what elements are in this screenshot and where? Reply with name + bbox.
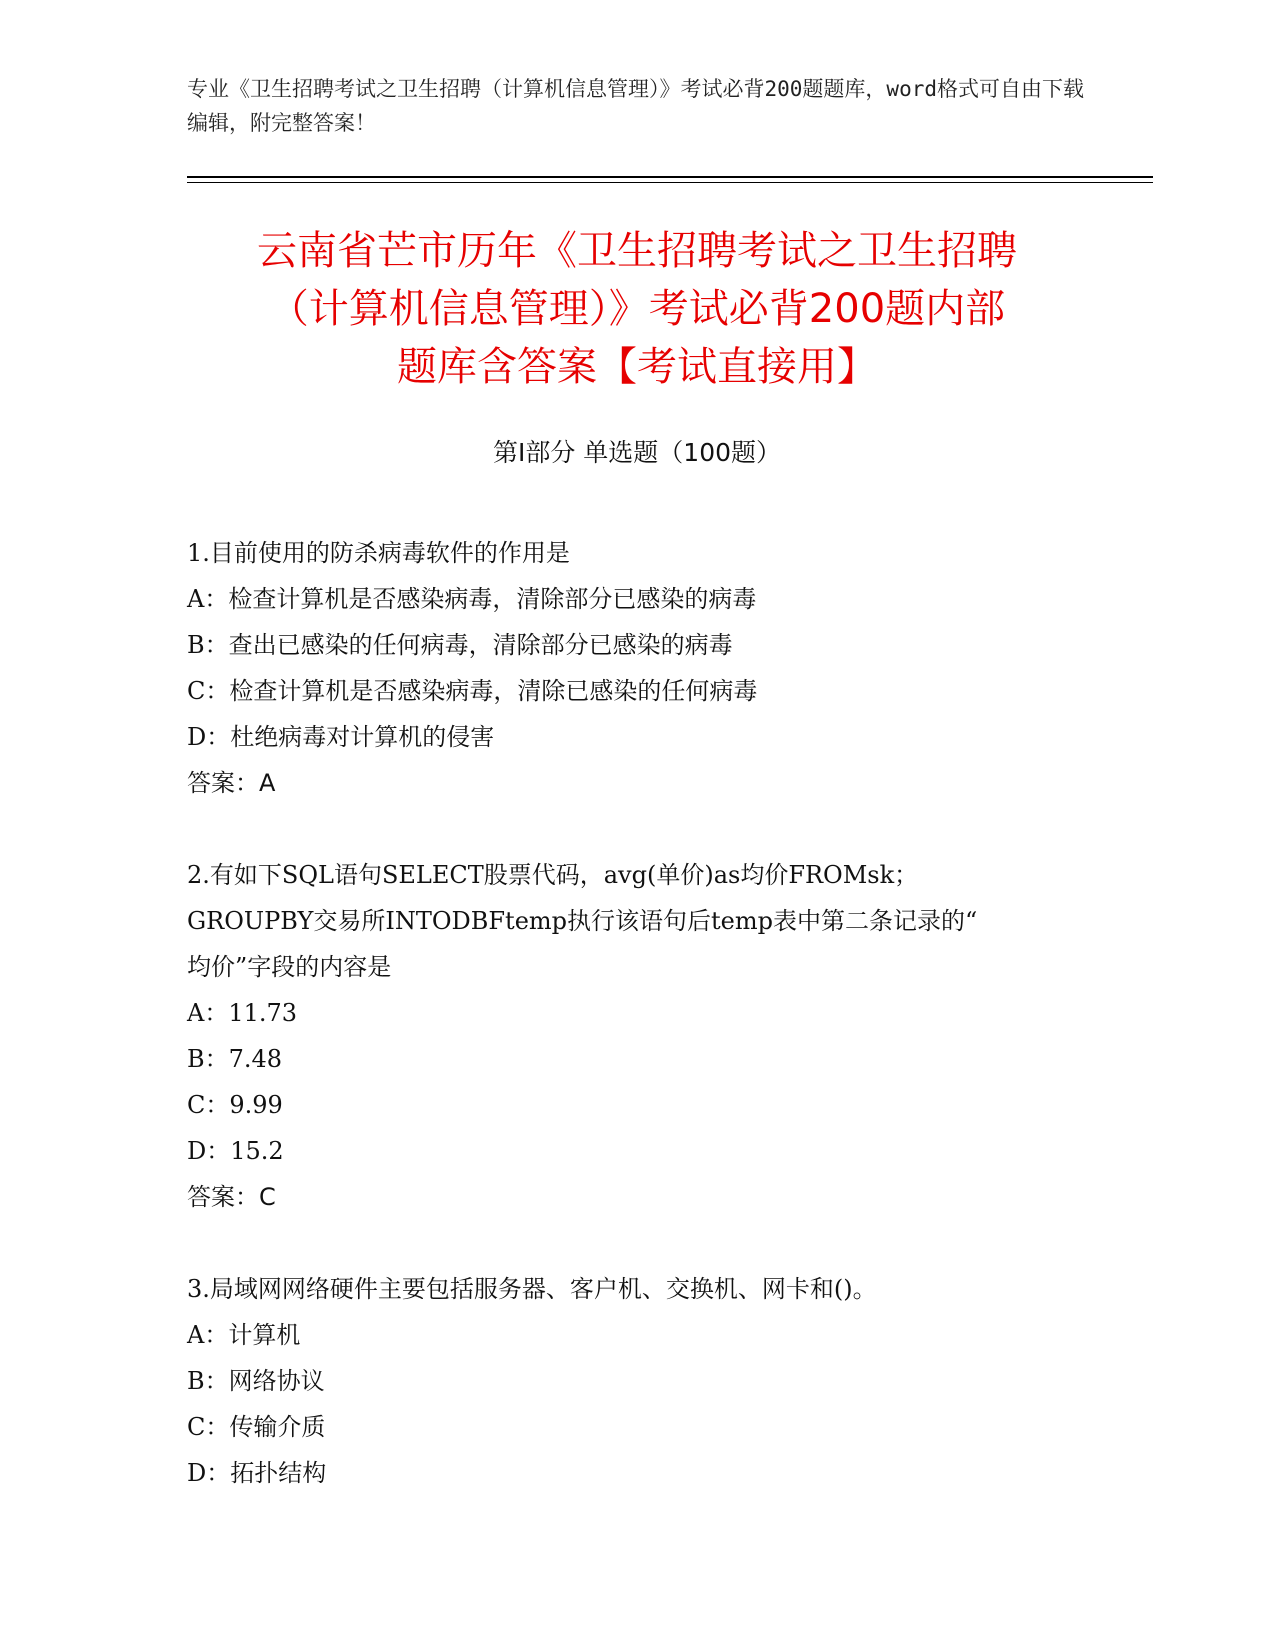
question-3	[187, 1266, 1087, 1496]
title-line: 题库含答案【考试直接用】	[397, 344, 877, 390]
option-d: D：15.2	[187, 1137, 284, 1165]
answer: 答案：A	[187, 769, 276, 797]
option-b: B：查出已感染的任何病毒，清除部分已感染的病毒	[187, 631, 733, 659]
title-line: 云南省芒市历年《卫生招聘考试之卫生招聘	[257, 228, 1017, 274]
question-2	[187, 852, 1087, 1220]
question-stem: 2.有如下SQL语句SELECT股票代码，avg(单价)as均价FROMsk；	[187, 861, 919, 889]
option-d: D：拓扑结构	[187, 1459, 327, 1487]
question-stem: 1.目前使用的防杀病毒软件的作用是	[187, 539, 570, 567]
option-b: B：7.48	[187, 1045, 283, 1073]
section-title: 第I部分 单选题（100题）	[492, 438, 782, 467]
question-stem: GROUPBY交易所INTODBFtemp执行该语句后temp表中第二条记录的“	[187, 907, 978, 935]
question-stem: 均价”字段的内容是	[187, 953, 392, 981]
answer: 答案：C	[187, 1183, 276, 1211]
document-title	[187, 222, 1087, 396]
option-b: B：网络协议	[187, 1367, 325, 1395]
option-a: A：计算机	[187, 1321, 301, 1349]
option-d: D：杜绝病毒对计算机的侵害	[187, 723, 495, 751]
option-c: C：传输介质	[187, 1413, 326, 1441]
option-c: C：9.99	[187, 1091, 283, 1119]
option-c: C：检查计算机是否感染病毒，清除已感染的任何病毒	[187, 677, 758, 705]
header-rule-thick	[187, 176, 1153, 178]
option-a: A：11.73	[187, 999, 298, 1027]
question-stem: 3.局域网网络硬件主要包括服务器、客户机、交换机、网卡和()。	[187, 1275, 877, 1303]
header-note: 专业《卫生招聘考试之卫生招聘（计算机信息管理）》考试必背200题题库，word格式可自由下载编辑，附完整答案！	[187, 77, 1084, 135]
option-a: A：检查计算机是否感染病毒，清除部分已感染的病毒	[187, 585, 757, 613]
question-1	[187, 530, 1087, 806]
question-list	[187, 530, 1087, 1542]
title-line: （计算机信息管理）》考试必背200题内部	[268, 286, 1006, 332]
header-rule-thin	[187, 182, 1153, 183]
